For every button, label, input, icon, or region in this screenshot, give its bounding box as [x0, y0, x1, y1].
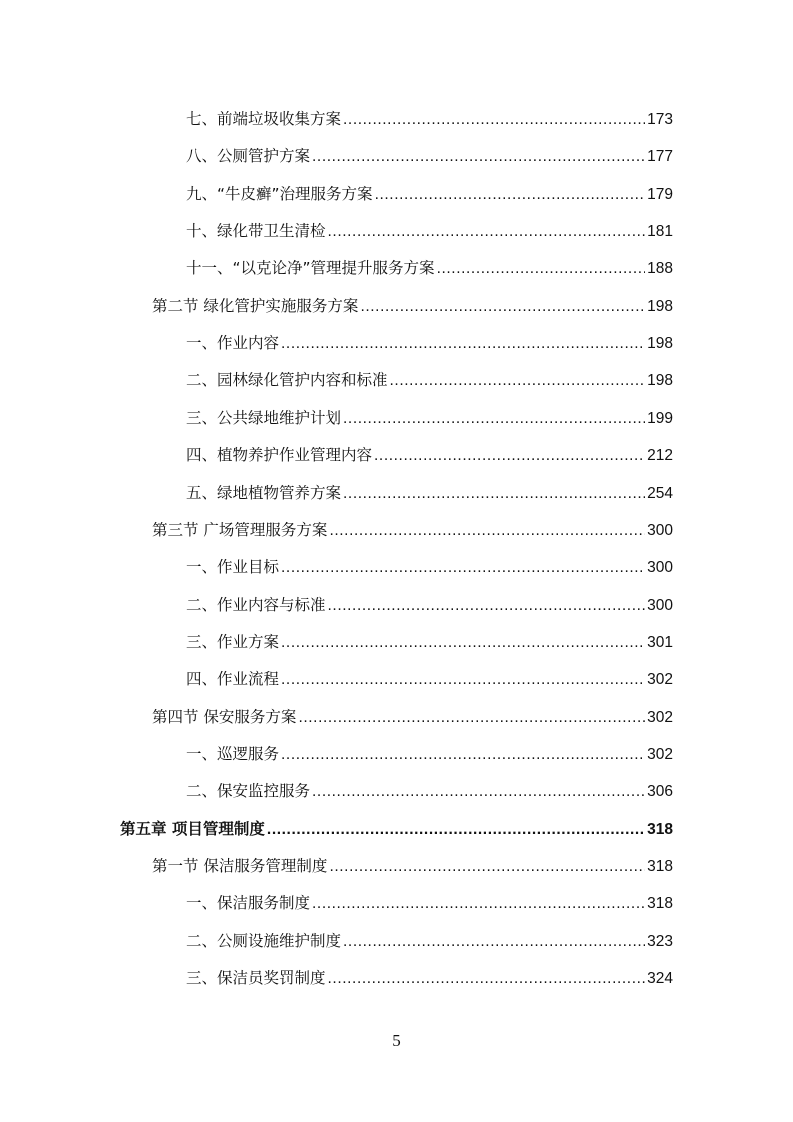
toc-entry-page: 301 — [647, 633, 673, 651]
toc-entry[interactable] — [152, 288, 673, 325]
toc-entry-page: 318 — [647, 895, 673, 913]
toc-entry[interactable] — [186, 885, 673, 922]
toc-entry-page: 300 — [647, 559, 673, 577]
toc-entry-title: 第一节 保洁服务管理制度 — [152, 857, 328, 875]
toc-entry-title: 二、公厕设施维护制度 — [186, 931, 342, 950]
toc-entry[interactable] — [186, 176, 673, 213]
toc-entry-title: 五、绿地植物管养方案 — [186, 483, 342, 502]
toc-entry[interactable] — [186, 213, 673, 250]
dot-leader — [312, 773, 645, 810]
toc-entry-title: 第四节 保安服务方案 — [152, 707, 297, 726]
dot-leader — [360, 288, 645, 325]
toc-entry-title: 七、前端垃圾收集方案 — [186, 110, 342, 128]
toc-entry-page: 324 — [647, 970, 673, 988]
toc-entry-page: 188 — [647, 260, 673, 278]
dot-leader — [343, 475, 645, 512]
toc-entry-page: 198 — [647, 335, 673, 353]
dot-leader — [374, 437, 645, 474]
toc-entry[interactable] — [186, 362, 673, 399]
toc-entry-title: 第三节 广场管理服务方案 — [152, 520, 328, 539]
dot-leader — [281, 661, 645, 698]
toc-entry[interactable] — [152, 512, 673, 549]
toc-entry-page: 300 — [647, 521, 673, 539]
toc-entry[interactable] — [120, 811, 673, 848]
toc-entry-title: 九、“牛皮癣”治理服务方案 — [186, 184, 373, 203]
toc-entry-page: 181 — [647, 223, 673, 241]
toc-entry-title: 一、保洁服务制度 — [186, 894, 311, 913]
toc-entry-page: 306 — [647, 783, 673, 801]
toc-entry-title: 三、作业方案 — [186, 632, 280, 651]
toc-entry[interactable] — [152, 699, 673, 736]
toc-entry-title: 十、绿化带卫生清检 — [186, 222, 326, 241]
toc-entry[interactable] — [186, 400, 673, 437]
dot-leader — [328, 213, 646, 250]
toc-entry[interactable] — [186, 624, 673, 661]
toc-entry-page: 198 — [647, 297, 673, 315]
dot-leader — [437, 250, 646, 287]
toc-entry-title: 二、作业内容与标准 — [186, 595, 326, 614]
dot-leader — [281, 624, 645, 661]
toc-entry-page: 254 — [647, 484, 673, 502]
dot-leader — [281, 549, 645, 586]
toc-entry[interactable] — [186, 549, 673, 586]
dot-leader — [375, 176, 646, 213]
toc-entry-page: 318 — [647, 820, 673, 838]
dot-leader — [312, 138, 645, 175]
dot-leader — [343, 101, 645, 138]
toc-entry[interactable] — [186, 661, 673, 698]
toc-entry[interactable] — [186, 960, 673, 997]
toc-entry-title: 三、公共绿地维护计划 — [186, 408, 342, 427]
toc-entry-title: 三、保洁员奖罚制度 — [186, 969, 326, 988]
toc-entry-title: 二、园林绿化管护内容和标准 — [186, 371, 388, 390]
toc-entry-title: 一、巡逻服务 — [186, 744, 280, 763]
toc-entry-title: 十一、“以克论净”管理提升服务方案 — [186, 259, 435, 278]
dot-leader — [329, 512, 645, 549]
toc-entry-title: 四、植物养护作业管理内容 — [186, 446, 373, 465]
toc-entry[interactable] — [152, 848, 673, 885]
toc-entry-page: 212 — [647, 447, 673, 465]
dot-leader — [267, 811, 645, 848]
toc-entry-page: 318 — [647, 858, 673, 875]
toc-entry-title: 一、作业内容 — [186, 334, 280, 353]
toc-entry[interactable] — [186, 923, 673, 960]
toc-entry[interactable] — [186, 437, 673, 474]
toc-entry-title: 一、作业目标 — [186, 558, 280, 577]
toc-entry-page: 198 — [647, 372, 673, 390]
toc-entry[interactable] — [186, 736, 673, 773]
toc-entry[interactable] — [186, 138, 673, 175]
dot-leader — [312, 885, 645, 922]
toc-entry[interactable] — [186, 325, 673, 362]
toc-entry-title: 第五章 项目管理制度 — [120, 819, 265, 838]
dot-leader — [281, 736, 645, 773]
toc-entry-page: 302 — [647, 708, 673, 726]
toc-entry-page: 177 — [647, 148, 673, 166]
toc-entry-title: 八、公厕管护方案 — [186, 147, 311, 166]
dot-leader — [281, 325, 645, 362]
toc-entry[interactable] — [186, 250, 673, 287]
toc-entry-title: 二、保安监控服务 — [186, 782, 311, 801]
dot-leader — [328, 960, 646, 997]
toc-entry-title: 四、作业流程 — [186, 670, 280, 689]
toc-entry[interactable] — [186, 475, 673, 512]
toc-entry-page: 179 — [647, 185, 673, 203]
dot-leader — [328, 587, 646, 624]
dot-leader — [343, 400, 645, 437]
toc-entry-page: 323 — [647, 932, 673, 950]
toc-entry[interactable] — [186, 101, 673, 138]
toc-entry-page: 302 — [647, 671, 673, 689]
toc-entry-title: 第二节 绿化管护实施服务方案 — [152, 296, 359, 315]
toc-entry-page: 302 — [647, 745, 673, 763]
dot-leader — [390, 362, 646, 399]
toc-entry-page: 199 — [647, 409, 673, 427]
dot-leader — [298, 699, 645, 736]
toc-entry[interactable] — [186, 587, 673, 624]
page-number: 5 — [392, 1031, 401, 1050]
toc-entry-page: 300 — [647, 596, 673, 614]
toc-entry[interactable] — [186, 773, 673, 810]
dot-leader — [329, 848, 645, 885]
dot-leader — [343, 923, 645, 960]
toc-entry-page: 173 — [647, 111, 673, 128]
